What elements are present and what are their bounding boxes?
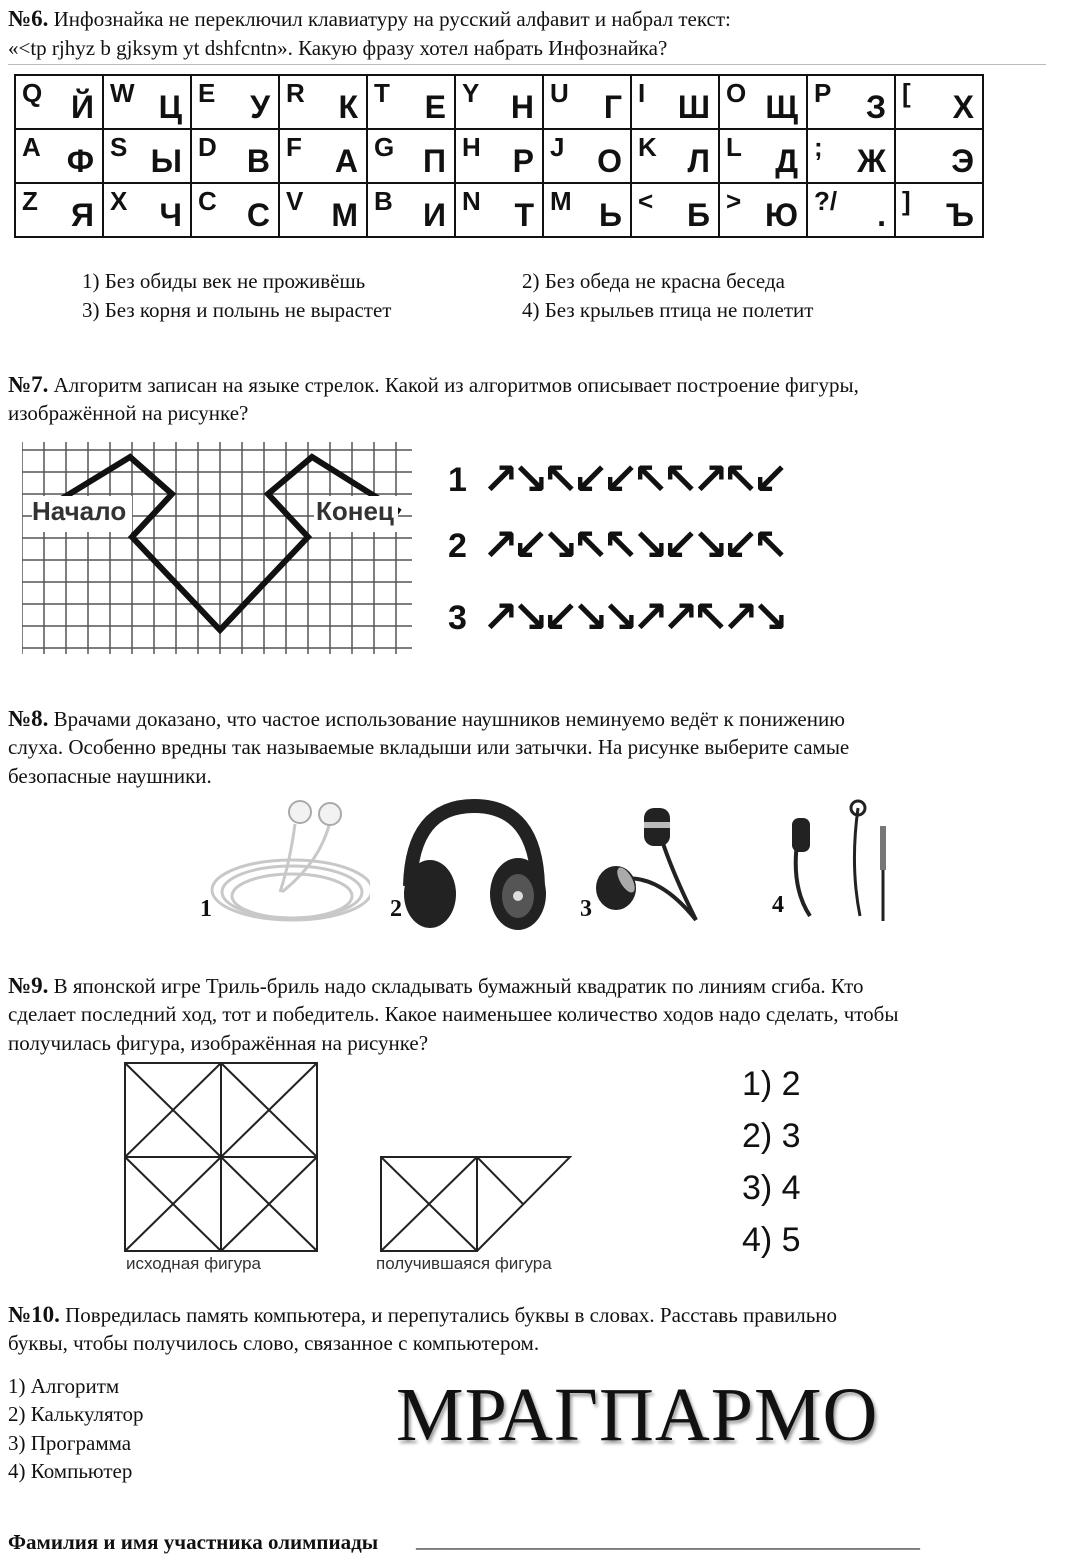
latin-letter: I	[638, 78, 646, 108]
latin-letter: B	[374, 186, 393, 216]
task6-number: №6.	[8, 6, 49, 31]
keyboard-cell	[103, 183, 191, 237]
latin-letter: L	[726, 132, 742, 162]
keyboard-cell	[455, 75, 543, 129]
latin-letter: [	[902, 78, 911, 108]
cyrillic-letter: Ц	[158, 89, 182, 125]
caption-result: получившаяся фигура	[376, 1254, 552, 1273]
task10-option-1: 1) Алгоритм	[8, 1374, 120, 1398]
task10-line1	[8, 1300, 837, 1330]
latin-letter: H	[462, 132, 481, 162]
latin-letter: N	[462, 186, 481, 216]
task6-text1: Инфознайка не переключил клавиатуру на русский алфавит и набрал текст:	[53, 7, 731, 31]
task10-option-2: 2) Калькулятор	[8, 1402, 144, 1426]
start-label: Начало	[32, 496, 127, 526]
latin-letter: V	[286, 186, 304, 216]
keyboard-cell	[367, 183, 455, 237]
cyrillic-letter: Р	[512, 143, 534, 179]
arrow-icon: ↗	[632, 592, 669, 643]
arrow-icon: ↗	[722, 592, 759, 643]
task9-option-1: 1) 2	[742, 1065, 801, 1103]
task8-number: №8.	[8, 706, 49, 731]
cyrillic-letter: Я	[71, 197, 94, 233]
arrow-icon: ↖	[722, 454, 759, 505]
cyrillic-letter: Ы	[150, 143, 182, 179]
cyrillic-letter: О	[597, 143, 622, 179]
keyboard-cell	[15, 75, 103, 129]
keyboard-cell	[191, 183, 279, 237]
arrow-icon: ↙	[752, 454, 789, 505]
latin-letter: >	[726, 186, 742, 216]
arrow-sequence	[482, 592, 789, 643]
task9-option-4: 4) 5	[742, 1221, 801, 1259]
arrow-icon: ↖	[632, 454, 669, 505]
task7-line1	[8, 370, 859, 400]
cyrillic-letter: Щ	[765, 89, 798, 125]
arrow-icon: ↘	[512, 454, 549, 505]
cyrillic-letter: Ю	[765, 197, 798, 233]
headphone-label-1: 1	[200, 896, 212, 922]
task9-line3: получилась фигура, изображённая на рисунке?	[8, 1031, 429, 1055]
result-figure	[380, 1156, 572, 1252]
arrow-sequence	[482, 520, 789, 571]
arrow-icon: ↘	[632, 520, 669, 571]
arrow-icon: ↘	[542, 520, 579, 571]
keyboard-cell	[367, 75, 455, 129]
keyboard-cell	[455, 129, 543, 183]
task9-number: №9.	[8, 973, 49, 998]
cyrillic-letter: П	[423, 143, 446, 179]
keyboard-cell	[719, 129, 807, 183]
latin-letter: Z	[22, 186, 38, 216]
cyrillic-letter: Й	[71, 89, 94, 125]
task10-option-4: 4) Компьютер	[8, 1459, 133, 1483]
keyboard-cell	[543, 183, 631, 237]
task6-option-4: 4) Без крыльев птица не полетит	[522, 298, 814, 322]
wired-earphones-image	[780, 796, 900, 926]
keyboard-cell	[543, 129, 631, 183]
arrow-row-number: 3	[448, 598, 467, 637]
latin-letter: P	[814, 78, 832, 108]
keyboard-cell	[807, 183, 895, 237]
keyboard-cell	[15, 129, 103, 183]
cyrillic-letter: Л	[687, 143, 710, 179]
keyboard-cell	[807, 129, 895, 183]
latin-letter: J	[550, 132, 565, 162]
arrow-icon: ↖	[542, 454, 579, 505]
arrow-icon: ↙	[662, 520, 699, 571]
arrow-sequence	[482, 454, 789, 505]
arrow-icon: ↘	[602, 592, 639, 643]
task8-line1	[8, 704, 845, 734]
task9-options	[742, 1058, 801, 1266]
arrow-row-2	[448, 520, 789, 571]
cyrillic-letter: Д	[775, 143, 798, 179]
keyboard-cell	[719, 75, 807, 129]
arrow-row-3	[448, 592, 789, 643]
headphone-label-2: 2	[390, 896, 402, 922]
arrow-icon: ↗	[482, 520, 519, 571]
task10-text1: Повредилась память компьютера, и перепутались буквы в словах. Расставь правильно	[65, 1303, 838, 1327]
keyboard-row	[15, 129, 983, 183]
end-label: Конец	[316, 496, 394, 526]
earbuds-image	[200, 792, 370, 932]
task7-line2: изображённой на рисунке?	[8, 401, 249, 425]
divider	[8, 64, 1046, 65]
task8-line3: безопасные наушники.	[8, 764, 212, 788]
cyrillic-letter: Ш	[677, 89, 710, 125]
arrow-icon: ↖	[602, 520, 639, 571]
task9-text1: В японской игре Триль-бриль надо складывать бумажный квадратик по линиям сгиба. Кто	[53, 974, 864, 998]
task8-line2: слуха. Особенно вредны так называемые вкладыши или затычки. На рисунке выберите самые	[8, 735, 850, 759]
arrow-icon: ↘	[512, 592, 549, 643]
arrow-row-number: 1	[448, 460, 467, 499]
cyrillic-letter: В	[246, 143, 270, 179]
latin-letter: G	[374, 132, 395, 162]
latin-letter: Y	[462, 78, 480, 108]
task9-option-2: 2) 3	[742, 1117, 801, 1155]
cyrillic-letter: Б	[687, 197, 710, 233]
arrow-icon: ↖	[572, 520, 609, 571]
latin-letter: X	[110, 186, 128, 216]
arrow-row-1	[448, 454, 789, 505]
caption-original: исходная фигура	[126, 1254, 261, 1273]
cyrillic-letter: Ч	[159, 197, 182, 233]
cyrillic-letter: М	[331, 197, 358, 233]
keyboard-cell	[103, 129, 191, 183]
latin-letter: F	[286, 132, 302, 162]
task7-text1: Алгоритм записан на языке стрелок. Какой из алгоритмов описывает построение фигуры,	[53, 373, 859, 397]
arrow-icon: ↖	[692, 592, 729, 643]
cyrillic-letter: Е	[424, 89, 446, 125]
keyboard-cell	[895, 129, 983, 183]
latin-letter: A	[22, 132, 41, 162]
keyboard-cell	[895, 183, 983, 237]
task6-line2: «<tp rjhyz b gjksym yt dshfcntn». Какую фразу хотел набрать Инфознайка?	[8, 36, 668, 60]
keyboard-cell	[191, 129, 279, 183]
cyrillic-letter: Т	[514, 197, 534, 233]
keyboard-cell	[895, 75, 983, 129]
arrow-icon: ↘	[752, 592, 789, 643]
keyboard-cell	[543, 75, 631, 129]
arrow-icon: ↙	[542, 592, 579, 643]
latin-letter: W	[110, 78, 135, 108]
task9-line1	[8, 971, 864, 1001]
keyboard-cell	[15, 183, 103, 237]
cyrillic-letter: К	[338, 89, 358, 125]
headphone-label-3: 3	[580, 896, 592, 922]
arrow-icon: ↗	[482, 592, 519, 643]
keyboard-cell	[807, 75, 895, 129]
cyrillic-letter: Х	[952, 89, 974, 125]
keyboard-cell	[455, 183, 543, 237]
arrow-icon: ↗	[482, 454, 519, 505]
keyboard-cell	[279, 183, 367, 237]
latin-letter: <	[638, 186, 654, 216]
task6-option-3: 3) Без корня и полынь не вырастет	[82, 298, 392, 322]
latin-letter: C	[198, 186, 217, 216]
keyboard-cell	[719, 183, 807, 237]
cyrillic-letter: Г	[603, 89, 622, 125]
keyboard-cell	[103, 75, 191, 129]
latin-letter: E	[198, 78, 216, 108]
in-ear-headphones-image	[586, 800, 726, 930]
latin-letter: R	[286, 78, 305, 108]
task10-option-3: 3) Программа	[8, 1431, 132, 1455]
latin-letter: U	[550, 78, 569, 108]
keyboard-row	[15, 75, 983, 129]
latin-letter: T	[374, 78, 390, 108]
over-ear-headphones-image	[392, 796, 552, 936]
arrow-row-number: 2	[448, 526, 467, 565]
latin-letter: ]	[902, 186, 911, 216]
arrow-icon: ↙	[722, 520, 759, 571]
task9-line2: сделает последний ход, тот и победитель. Какое наименьшее количество ходов надо сделать, чтобы	[8, 1002, 899, 1026]
keyboard-cell	[367, 129, 455, 183]
cyrillic-letter: А	[334, 143, 358, 179]
cyrillic-letter: Э	[951, 143, 974, 179]
cyrillic-letter: С	[246, 197, 270, 233]
arrow-icon: ↗	[692, 454, 729, 505]
latin-letter: S	[110, 132, 128, 162]
arrow-icon: ↙	[602, 454, 639, 505]
arrow-icon: ↖	[752, 520, 789, 571]
cyrillic-letter: Ь	[599, 197, 622, 233]
cyrillic-letter: Ъ	[946, 197, 974, 233]
cyrillic-letter: Н	[510, 89, 534, 125]
headphone-label-4: 4	[772, 892, 784, 918]
task10-number: №10.	[8, 1302, 60, 1327]
task9-option-3: 3) 4	[742, 1169, 801, 1207]
keyboard-table	[14, 74, 984, 238]
cyrillic-letter: У	[250, 89, 270, 125]
keyboard-cell	[631, 183, 719, 237]
latin-letter: ?/	[814, 186, 838, 216]
keyboard-cell	[279, 129, 367, 183]
task6-option-2: 2) Без обеда не красна беседа	[522, 269, 785, 293]
task6-option-1: 1) Без обиды век не проживёшь	[82, 269, 366, 293]
arrow-icon: ↗	[662, 592, 699, 643]
participant-name-line[interactable]: ________________________________________________	[416, 1528, 920, 1552]
cyrillic-letter: И	[423, 197, 446, 233]
task6-line1	[8, 4, 731, 34]
arrow-icon: ↘	[692, 520, 729, 571]
keyboard-row	[15, 183, 983, 237]
task8-text1: Врачами доказано, что частое использование наушников неминуемо ведёт к понижению	[53, 707, 845, 731]
latin-letter: ;	[814, 132, 823, 162]
keyboard-cell	[631, 75, 719, 129]
cyrillic-letter: З	[865, 89, 886, 125]
arrow-icon: ↖	[662, 454, 699, 505]
original-square-figure	[124, 1062, 318, 1252]
cyrillic-letter: Ж	[857, 143, 886, 179]
latin-letter: O	[726, 78, 747, 108]
cyrillic-letter: .	[877, 197, 886, 233]
latin-letter: D	[198, 132, 217, 162]
task7-number: №7.	[8, 372, 49, 397]
arrow-icon: ↘	[572, 592, 609, 643]
participant-name-label: Фамилия и имя участника олимпиады	[8, 1530, 379, 1554]
keyboard-cell	[279, 75, 367, 129]
latin-letter: K	[638, 132, 657, 162]
arrow-icon: ↙	[512, 520, 549, 571]
task7-grid-figure	[22, 442, 412, 654]
arrow-icon: ↙	[572, 454, 609, 505]
latin-letter: Q	[22, 78, 43, 108]
cyrillic-letter: Ф	[66, 143, 94, 179]
keyboard-cell	[191, 75, 279, 129]
keyboard-cell	[631, 129, 719, 183]
latin-letter: M	[550, 186, 572, 216]
scrambled-word: МРАГПАРМО	[396, 1373, 879, 1457]
task10-line2: буквы, чтобы получилось слово, связанное с компьютером.	[8, 1331, 540, 1355]
